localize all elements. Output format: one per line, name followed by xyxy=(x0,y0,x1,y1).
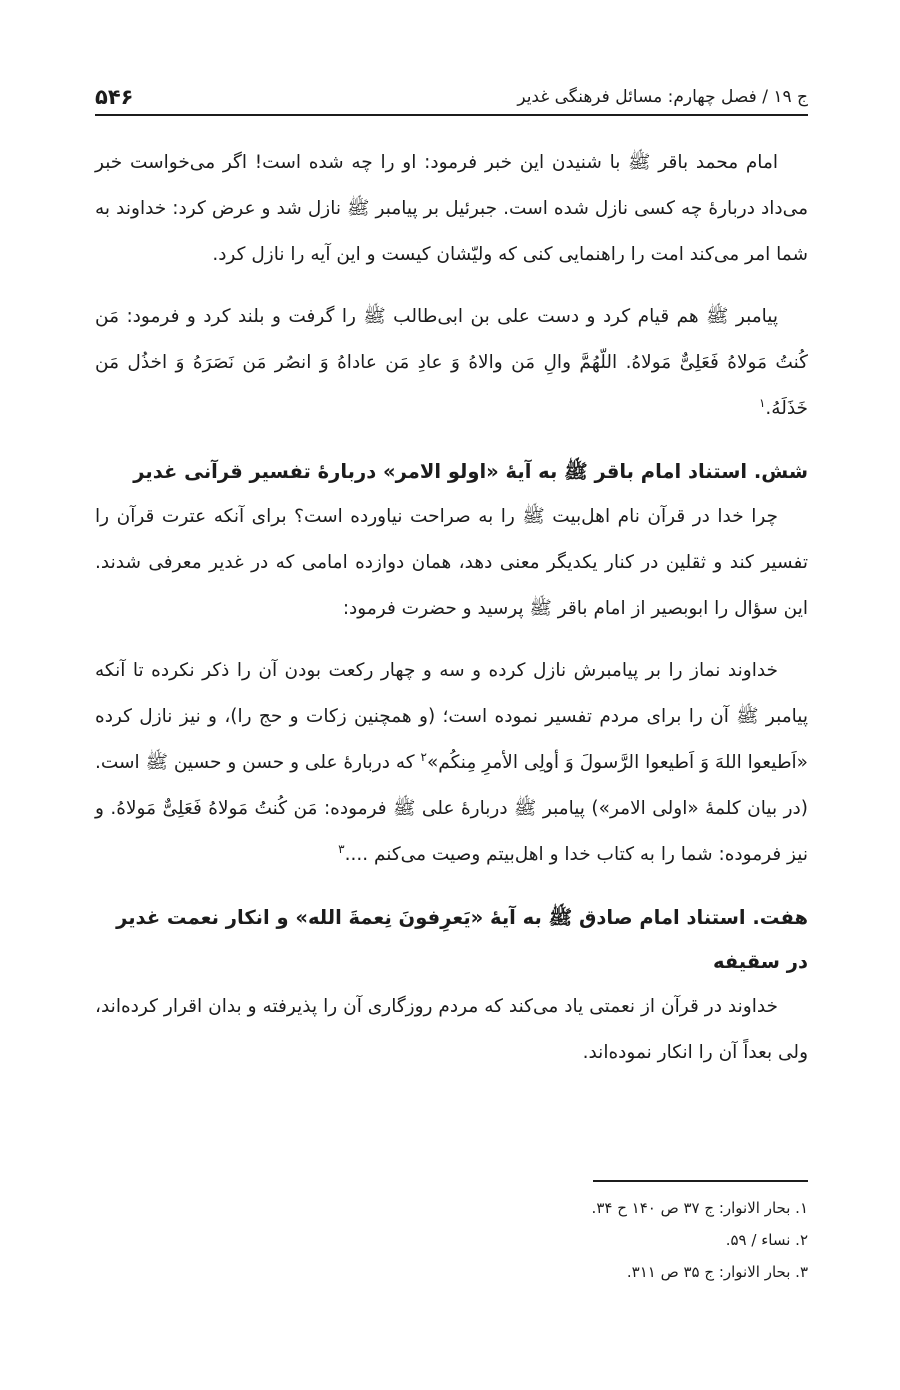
page-header xyxy=(95,80,808,116)
footnote-ref-2[interactable]: ۲ xyxy=(420,749,427,764)
paragraph-4-text-b: که دربارۀ علی و حسن و حسین ﷺ است. (در بیان کلمۀ «اولی الامر») پیامبر ﷺ دربارۀ علی ﷺ فرموده: مَن کُنتُ مَولاهُ فَعَلِیٌّ مَولاهُ. و نیز فرموده: شما را به کتاب خدا و اهل‌بیتم وصیت می‌کنم .... xyxy=(95,752,808,865)
paragraph-4 xyxy=(95,648,808,878)
paragraph-1-text: امام محمد باقر ﷺ با شنیدن این خبر فرمود: او را چه شده است! اگر می‌خواست خبر می‌داد دربارۀ چه کسی نازل شده است. جبرئیل بر پیامبر ﷺ نازل شد و عرض کرد: خداوند به شما امر می‌کند امت را راهنمایی کنی که ولیّشان کیست و این آیه را نازل کرد. xyxy=(95,152,808,265)
footnote-1: ۱. بحار الانوار: ج ۳۷ ص ۱۴۰ ح ۳۴. xyxy=(591,1199,808,1217)
paragraph-3-text: چرا خدا در قرآن نام اهل‌بیت ﷺ را به صراحت نیاورده است؟ برای آنکه عترت قرآن را تفسیر کند و ثقلین در کنار یکدیگر معنی دهد، همان دوازده امامی که در غدیر معرفی شدند. این سؤال را ابوبصیر از امام باقر ﷺ پرسید و حضرت فرمود: xyxy=(95,506,808,619)
footnote-ref-1[interactable]: ۱ xyxy=(758,395,766,410)
paragraph-5-text: خداوند در قرآن از نعمتی یاد می‌کند که مردم روزگاری آن را پذیرفته و بدان اقرار کرده‌اند، ولی بعداً آن را انکار نموده‌اند. xyxy=(95,996,808,1063)
footnote-ref-3[interactable]: ۳ xyxy=(338,841,345,856)
footnote-3: ۳. بحار الانوار: ج ۳۵ ص ۳۱۱. xyxy=(626,1263,808,1281)
paragraph-2-text: پیامبر ﷺ هم قیام کرد و دست علی بن ابی‌طالب ﷺ را گرفت و بلند کرد و فرمود: مَن کُنتُ مَولاهُ فَعَلِیٌّ مَولاهُ. اللّهُمَّ والِ مَن والاهُ وَ عادِ مَن عاداهُ وَ انصُر مَن نَصَرَهُ وَ اخذُل مَن خَذَلَهُ. xyxy=(95,306,808,419)
footnote-2: ۲. نساء / ۵۹. xyxy=(725,1231,808,1249)
footnote-divider xyxy=(593,1180,808,1182)
paragraph-2 xyxy=(95,294,808,432)
page-body xyxy=(95,140,808,1076)
footnotes xyxy=(95,1180,808,1288)
running-title: ج ۱۹ / فصل چهارم: مسائل فرهنگی غدیر xyxy=(517,87,808,107)
section-heading-seven: هفت. استناد امام صادق ﷺ به آیۀ «یَعرِفونَ نِعمةَ الله» و انکار نعمت غدیر در سقیفه xyxy=(116,906,808,973)
paragraph-5 xyxy=(95,984,808,1076)
paragraph-1 xyxy=(95,140,808,278)
paragraph-3 xyxy=(95,494,808,632)
section-heading-six: شش. استناد امام باقر ﷺ به آیۀ «اولو الامر» دربارۀ تفسیر قرآنی غدیر xyxy=(133,460,808,483)
paragraph-4-text-a: خداوند نماز را بر پیامبرش نازل کرده و سه و چهار رکعت بودن آن را ذکر نکرده تا آنکه پیامبر ﷺ آن را برای مردم تفسیر نموده است؛ (و همچنین زکات و حج را)، و نیز نازل کرده «اَطیعوا اللهَ وَ اَطیعوا الرَّسولَ وَ أولِی الأمرِ مِنکُم» xyxy=(95,660,808,773)
page-number: ۵۴۶ xyxy=(95,85,134,109)
